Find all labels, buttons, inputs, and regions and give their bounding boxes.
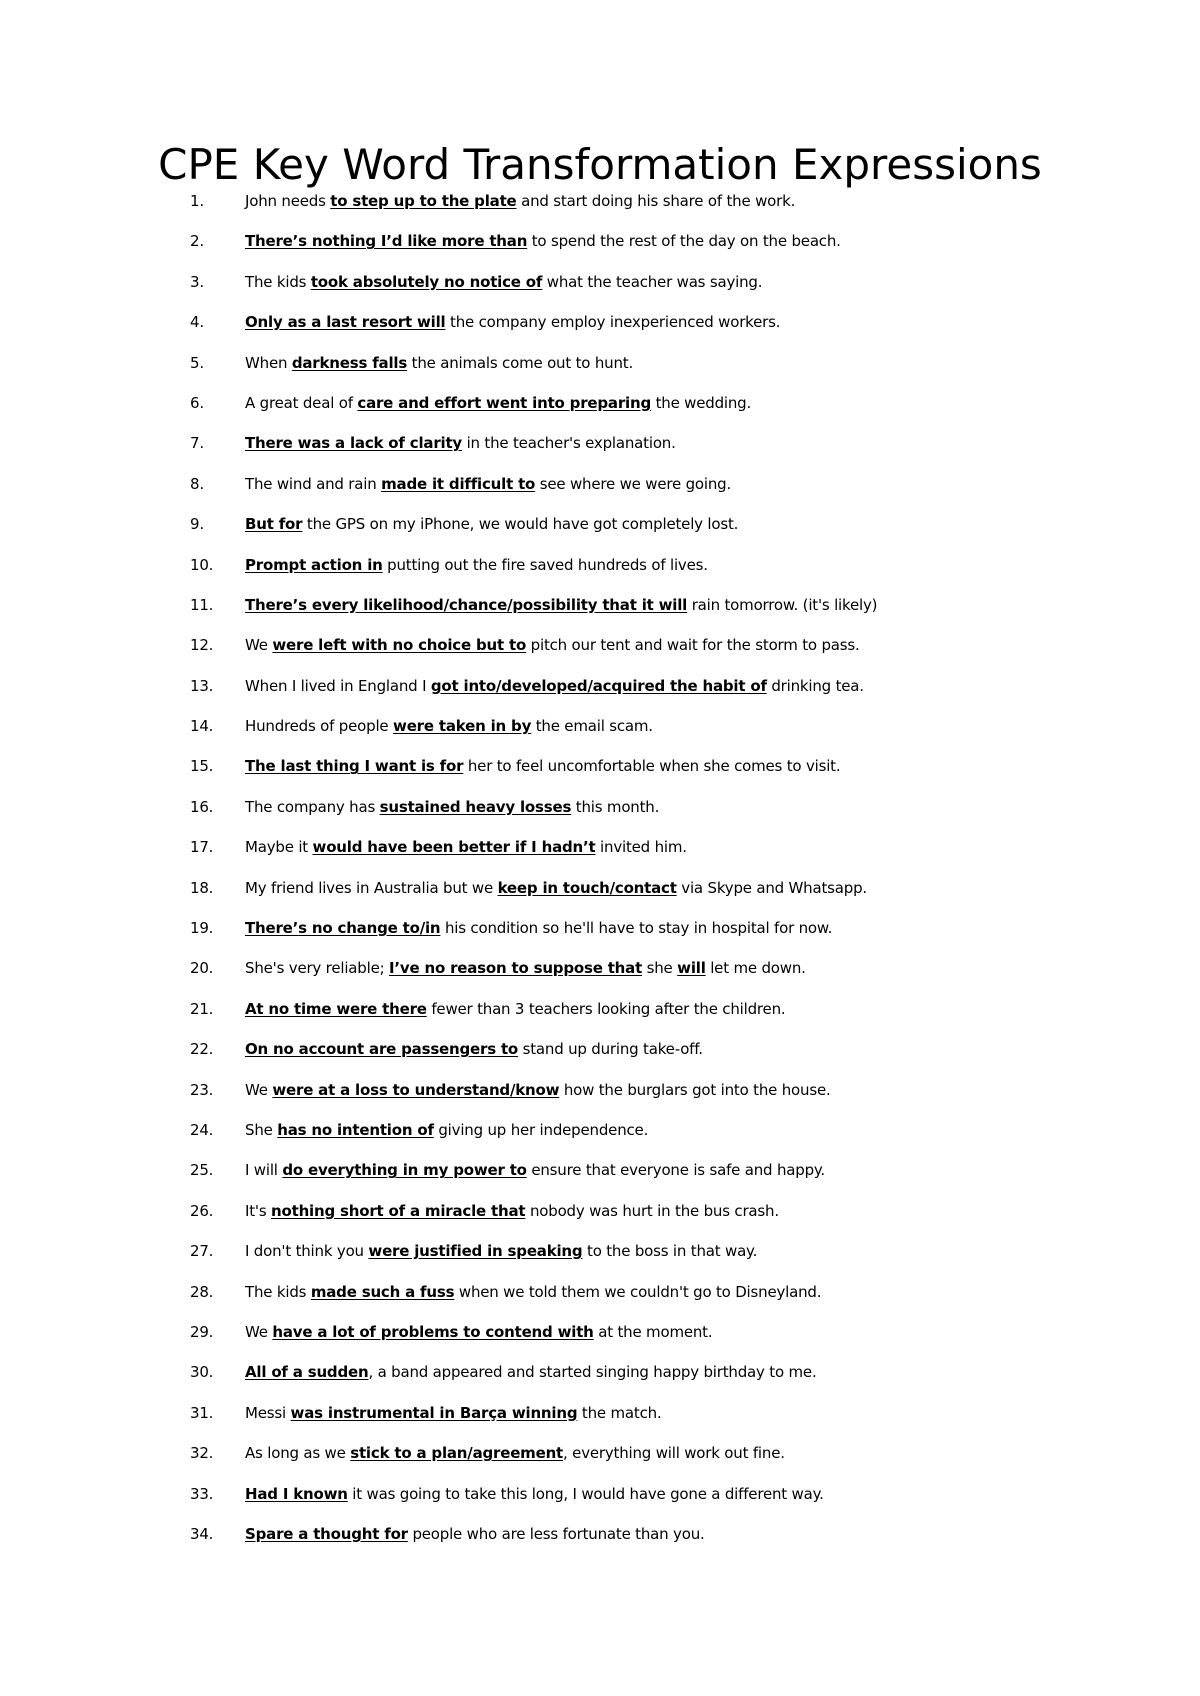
item-number: 33.	[190, 1484, 214, 1503]
list-item	[190, 1198, 1150, 1238]
sentence-text: She	[245, 1120, 278, 1139]
sentence-text: I will	[245, 1161, 283, 1180]
sentence-text: The company has	[245, 797, 380, 816]
sentence-text: We	[245, 1322, 273, 1341]
list-item	[190, 875, 1150, 915]
item-number: 16.	[190, 797, 214, 816]
item-sentence	[245, 673, 864, 699]
list-item	[190, 1521, 1150, 1561]
sentence-text: let me down.	[705, 959, 806, 978]
sentence-text: We	[245, 1080, 273, 1099]
sentence-text: when we told them we couldn't go to Disneyland.	[454, 1282, 822, 1301]
item-sentence	[245, 1521, 705, 1547]
item-sentence	[245, 350, 633, 376]
item-number: 27.	[190, 1242, 214, 1261]
sentence-text: Maybe it	[245, 838, 313, 857]
item-sentence	[245, 1117, 648, 1143]
sentence-text: she	[642, 959, 678, 978]
key-phrase: The last thing I want is for	[245, 757, 464, 776]
item-sentence	[245, 309, 780, 335]
key-phrase: made it difficult to	[381, 474, 536, 493]
item-sentence	[245, 1481, 824, 1507]
sentence-text: drinking tea.	[766, 676, 864, 695]
list-item	[190, 753, 1150, 793]
item-sentence	[245, 753, 840, 779]
list-item	[190, 632, 1150, 672]
sentence-text: The kids	[245, 272, 311, 291]
item-sentence	[245, 1440, 785, 1466]
sentence-text: She's very reliable;	[245, 959, 390, 978]
sentence-text: his condition so he'll have to stay in hospital for now.	[440, 919, 833, 938]
sentence-text: her to feel uncomfortable when she comes to visit.	[463, 757, 841, 776]
item-number: 28.	[190, 1282, 214, 1301]
page-title: CPE Key Word Transformation Expressions	[158, 140, 1042, 189]
item-sentence	[245, 1319, 712, 1345]
key-phrase: were taken in by	[393, 717, 532, 736]
list-item	[190, 1238, 1150, 1278]
sentence-text: the GPS on my iPhone, we would have got completely lost.	[302, 515, 739, 534]
item-number: 1.	[190, 192, 204, 210]
key-phrase: nothing short of a miracle that	[271, 1201, 526, 1220]
key-phrase: I’ve no reason to suppose that	[389, 959, 643, 978]
list-item	[190, 1440, 1150, 1480]
sentence-text: A great deal of	[245, 393, 358, 412]
sentence-text: It's	[245, 1201, 272, 1220]
item-number: 15.	[190, 757, 214, 776]
item-sentence	[245, 430, 676, 456]
key-phrase: At no time were there	[245, 999, 427, 1018]
item-number: 8.	[190, 474, 204, 493]
key-phrase: There’s nothing I’d like more than	[245, 232, 528, 251]
item-number: 32.	[190, 1444, 214, 1463]
list-item	[190, 1036, 1150, 1076]
sentence-text: I don't think you	[245, 1242, 369, 1261]
sentence-text: to spend the rest of the day on the beach.	[527, 232, 841, 251]
item-sentence	[245, 1400, 662, 1426]
list-item	[190, 228, 1150, 268]
list-item	[190, 1359, 1150, 1399]
key-phrase: will	[677, 959, 706, 978]
sentence-text: My friend lives in Australia but we	[245, 878, 498, 897]
item-sentence	[245, 269, 762, 295]
item-number: 34.	[190, 1524, 214, 1543]
sentence-text: , everything will work out fine.	[563, 1444, 785, 1463]
list-item	[190, 1279, 1150, 1319]
item-sentence	[245, 632, 860, 658]
sentence-text: When I lived in England I	[245, 676, 431, 695]
sentence-text: As long as we	[245, 1444, 351, 1463]
sentence-text: fewer than 3 teachers looking after the children.	[426, 999, 786, 1018]
sentence-text: invited him.	[595, 838, 687, 857]
list-item	[190, 350, 1150, 390]
item-number: 12.	[190, 636, 214, 655]
list-item	[190, 309, 1150, 349]
sentence-text: When	[245, 353, 292, 372]
list-item	[190, 269, 1150, 309]
sentence-text: people who are less fortunate than you.	[407, 1524, 705, 1543]
sentence-text: the match.	[577, 1403, 662, 1422]
sentence-text: what the teacher was saying.	[542, 272, 763, 291]
item-sentence	[245, 834, 687, 860]
expression-list	[190, 188, 1150, 1561]
item-number: 19.	[190, 919, 214, 938]
key-phrase: would have been better if I hadn’t	[312, 838, 596, 857]
item-sentence	[245, 794, 659, 820]
item-number: 26.	[190, 1201, 214, 1220]
item-sentence	[245, 915, 832, 941]
sentence-text: putting out the fire saved hundreds of lives.	[382, 555, 708, 574]
key-phrase: darkness falls	[291, 353, 408, 372]
key-phrase: do everything in my power to	[282, 1161, 527, 1180]
sentence-text: the animals come out to hunt.	[407, 353, 634, 372]
item-sentence	[245, 592, 877, 618]
key-phrase: Prompt action in	[245, 555, 383, 574]
key-phrase: stick to a plan/agreement	[350, 1444, 564, 1463]
key-phrase: keep in touch/contact	[497, 878, 677, 897]
item-sentence	[245, 471, 731, 497]
list-item	[190, 915, 1150, 955]
key-phrase: have a lot of problems to contend with	[272, 1322, 594, 1341]
list-item	[190, 996, 1150, 1036]
list-item	[190, 1077, 1150, 1117]
sentence-text: the email scam.	[531, 717, 653, 736]
sentence-text: nobody was hurt in the bus crash.	[525, 1201, 779, 1220]
sentence-text: to the boss in that way.	[582, 1242, 758, 1261]
item-number: 18.	[190, 878, 214, 897]
item-sentence	[245, 1279, 821, 1305]
list-item	[190, 552, 1150, 592]
list-item	[190, 430, 1150, 470]
list-item	[190, 1400, 1150, 1440]
sentence-text: it was going to take this long, I would have gone a different way.	[347, 1484, 824, 1503]
sentence-text: The wind and rain	[245, 474, 382, 493]
item-number: 21.	[190, 999, 214, 1018]
sentence-text: the wedding.	[651, 393, 752, 412]
key-phrase: were justified in speaking	[368, 1242, 583, 1261]
item-number: 11.	[190, 595, 214, 614]
key-phrase: But for	[245, 515, 303, 534]
key-phrase: Spare a thought for	[245, 1524, 408, 1543]
sentence-text: Messi	[245, 1403, 291, 1422]
sentence-text: at the moment.	[593, 1322, 713, 1341]
sentence-text: and start doing his share of the work.	[516, 192, 796, 210]
list-item	[190, 471, 1150, 511]
item-number: 22.	[190, 1040, 214, 1059]
item-number: 9.	[190, 515, 204, 534]
item-sentence	[245, 1157, 825, 1183]
sentence-text: ensure that everyone is safe and happy.	[526, 1161, 825, 1180]
list-item	[190, 713, 1150, 753]
list-item	[190, 955, 1150, 995]
sentence-text: how the burglars got into the house.	[559, 1080, 831, 1099]
key-phrase: got into/developed/acquired the habit of	[430, 676, 767, 695]
item-sentence	[245, 1036, 703, 1062]
item-number: 23.	[190, 1080, 214, 1099]
key-phrase: to step up to the plate	[330, 192, 517, 210]
key-phrase: has no intention of	[277, 1120, 434, 1139]
item-sentence	[245, 875, 867, 901]
sentence-text: , a band appeared and started singing happy birthday to me.	[368, 1363, 817, 1382]
key-phrase: Had I known	[245, 1484, 348, 1503]
key-phrase: There’s every likelihood/chance/possibility that it will	[245, 595, 688, 614]
key-phrase: There was a lack of clarity	[245, 434, 462, 453]
item-number: 13.	[190, 676, 214, 695]
item-number: 29.	[190, 1322, 214, 1341]
item-number: 20.	[190, 959, 214, 978]
sentence-text: this month.	[571, 797, 660, 816]
item-number: 30.	[190, 1363, 214, 1382]
item-number: 14.	[190, 717, 214, 736]
sentence-text: pitch our tent and wait for the storm to pass.	[526, 636, 860, 655]
item-sentence	[245, 1359, 817, 1385]
list-item	[190, 592, 1150, 632]
item-number: 3.	[190, 272, 204, 291]
list-item	[190, 390, 1150, 430]
item-sentence	[245, 996, 785, 1022]
key-phrase: made such a fuss	[310, 1282, 455, 1301]
list-item	[190, 673, 1150, 713]
sentence-text: see where we were going.	[535, 474, 732, 493]
item-number: 4.	[190, 313, 204, 332]
key-phrase: All of a sudden	[245, 1363, 369, 1382]
item-sentence	[245, 188, 795, 214]
item-number: 6.	[190, 393, 204, 412]
list-item	[190, 834, 1150, 874]
item-number: 17.	[190, 838, 214, 857]
item-sentence	[245, 713, 653, 739]
item-sentence	[245, 1198, 779, 1224]
sentence-text: We	[245, 636, 273, 655]
sentence-text: giving up her independence.	[433, 1120, 649, 1139]
list-item	[190, 794, 1150, 834]
item-number: 24.	[190, 1120, 214, 1139]
key-phrase: was instrumental in Barça winning	[290, 1403, 578, 1422]
list-item	[190, 1481, 1150, 1521]
key-phrase: took absolutely no notice of	[310, 272, 543, 291]
item-sentence	[245, 552, 708, 578]
item-sentence	[245, 955, 806, 981]
key-phrase: Only as a last resort will	[245, 313, 446, 332]
list-item	[190, 1319, 1150, 1359]
item-number: 10.	[190, 555, 214, 574]
item-sentence	[245, 1077, 831, 1103]
item-number: 5.	[190, 353, 204, 372]
list-item	[190, 1117, 1150, 1157]
key-phrase: were left with no choice but to	[272, 636, 527, 655]
key-phrase: care and effort went into preparing	[357, 393, 652, 412]
list-item	[190, 511, 1150, 551]
item-number: 31.	[190, 1403, 214, 1422]
sentence-text: rain tomorrow. (it's likely)	[687, 595, 878, 614]
sentence-text: stand up during take-off.	[518, 1040, 703, 1059]
sentence-text: the company employ inexperienced workers.	[445, 313, 781, 332]
list-item	[190, 188, 1150, 228]
key-phrase: There’s no change to/in	[245, 919, 441, 938]
item-sentence	[245, 390, 751, 416]
key-phrase: sustained heavy losses	[379, 797, 572, 816]
list-item	[190, 1157, 1150, 1197]
item-number: 2.	[190, 232, 204, 251]
item-sentence	[245, 1238, 757, 1264]
sentence-text: Hundreds of people	[245, 717, 394, 736]
item-sentence	[245, 511, 738, 537]
item-sentence	[245, 228, 841, 254]
sentence-text: The kids	[245, 1282, 311, 1301]
sentence-text: in the teacher's explanation.	[462, 434, 676, 453]
key-phrase: On no account are passengers to	[245, 1040, 519, 1059]
key-phrase: were at a loss to understand/know	[272, 1080, 560, 1099]
item-number: 25.	[190, 1161, 214, 1180]
sentence-text: John needs	[245, 192, 331, 210]
item-number: 7.	[190, 434, 204, 453]
sentence-text: via Skype and Whatsapp.	[676, 878, 867, 897]
